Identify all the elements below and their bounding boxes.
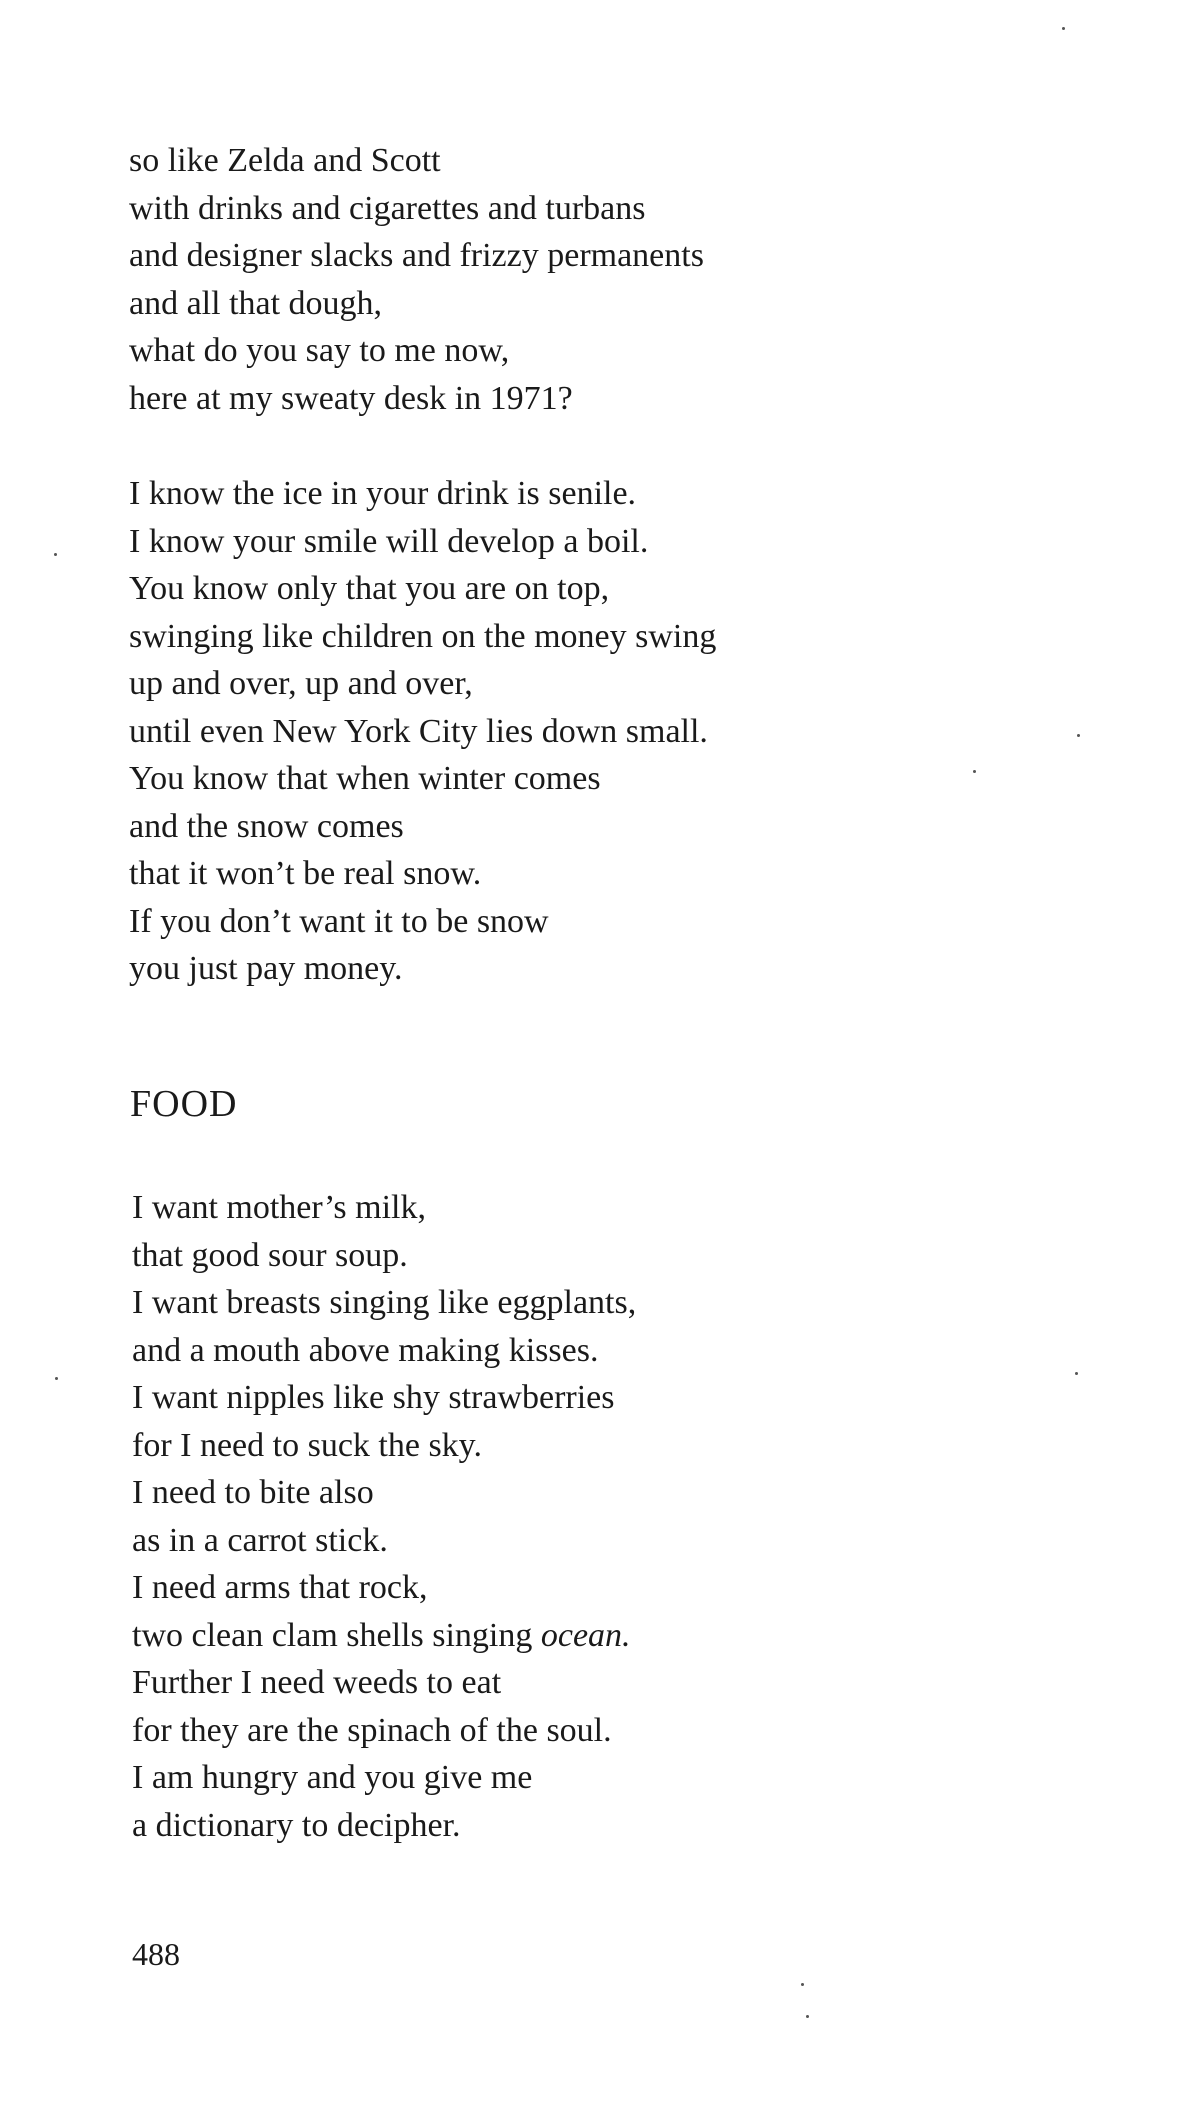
poem-line: I know your smile will develop a boil. — [129, 522, 649, 560]
poem-line: I am hungry and you give me — [132, 1759, 533, 1796]
scan-speck — [806, 2015, 809, 2018]
poem-line: I want mother’s milk, — [132, 1189, 426, 1226]
poem-line: with drinks and cigarettes and turbans — [129, 189, 646, 227]
poem-line: so like Zelda and Scott — [129, 142, 441, 179]
scan-speck — [55, 1377, 58, 1380]
poem-line: for I need to suck the sky. — [132, 1426, 482, 1464]
poem-line: up and over, up and over, — [129, 665, 473, 702]
scan-speck — [973, 770, 976, 773]
poem-line: If you don’t want it to be snow — [129, 902, 549, 940]
scan-speck — [801, 1983, 804, 1986]
poem-line: Further I need weeds to eat — [132, 1664, 502, 1701]
poem-line: I know the ice in your drink is senile. — [129, 475, 637, 512]
poem-stanza-1 — [129, 137, 704, 422]
poem-line: as in a carrot stick. — [132, 1521, 388, 1559]
poem-line: I need arms that rock, — [132, 1569, 428, 1606]
italic-word: ocean. — [540, 1616, 631, 1654]
poem-stanza-2 — [129, 470, 716, 993]
poem-line: You know that when winter comes — [129, 760, 601, 797]
poem-food-body — [132, 1184, 636, 1849]
poem-line: that good sour soup. — [132, 1236, 408, 1274]
poem-line: I need to bite also — [132, 1474, 374, 1511]
scan-speck — [54, 553, 57, 556]
poem-line: and the snow comes — [129, 807, 404, 845]
scan-speck — [1075, 1372, 1078, 1375]
poem-line: what do you say to me now, — [129, 332, 510, 369]
poem-line: a dictionary to decipher. — [132, 1806, 461, 1844]
poem-line: and all that dough, — [129, 284, 383, 322]
poem-line: that it won’t be real snow. — [129, 855, 482, 892]
poem-title: FOOD — [130, 1083, 238, 1125]
poem-line: you just pay money. — [129, 950, 403, 987]
poem-line: here at my sweaty desk in 1971? — [129, 379, 573, 417]
poem-line — [132, 1612, 636, 1660]
poem-line: and designer slacks and frizzy permanents — [129, 237, 704, 274]
poem-line: and a mouth above making kisses. — [132, 1331, 599, 1369]
poem-line: for they are the spinach of the soul. — [132, 1711, 612, 1749]
poem-line-text: two clean clam shells singing — [132, 1616, 541, 1654]
poem-line: You know only that you are on top, — [129, 570, 610, 607]
poem-line: I want breasts singing like eggplants, — [132, 1284, 637, 1321]
scan-speck — [1062, 27, 1065, 30]
scan-speck — [1077, 734, 1080, 737]
poem-line: swinging like children on the money swing — [129, 617, 717, 655]
poem-line: until even New York City lies down small. — [129, 712, 708, 750]
poem-line: I want nipples like shy strawberries — [132, 1379, 615, 1416]
page-number: 488 — [132, 1936, 180, 1972]
